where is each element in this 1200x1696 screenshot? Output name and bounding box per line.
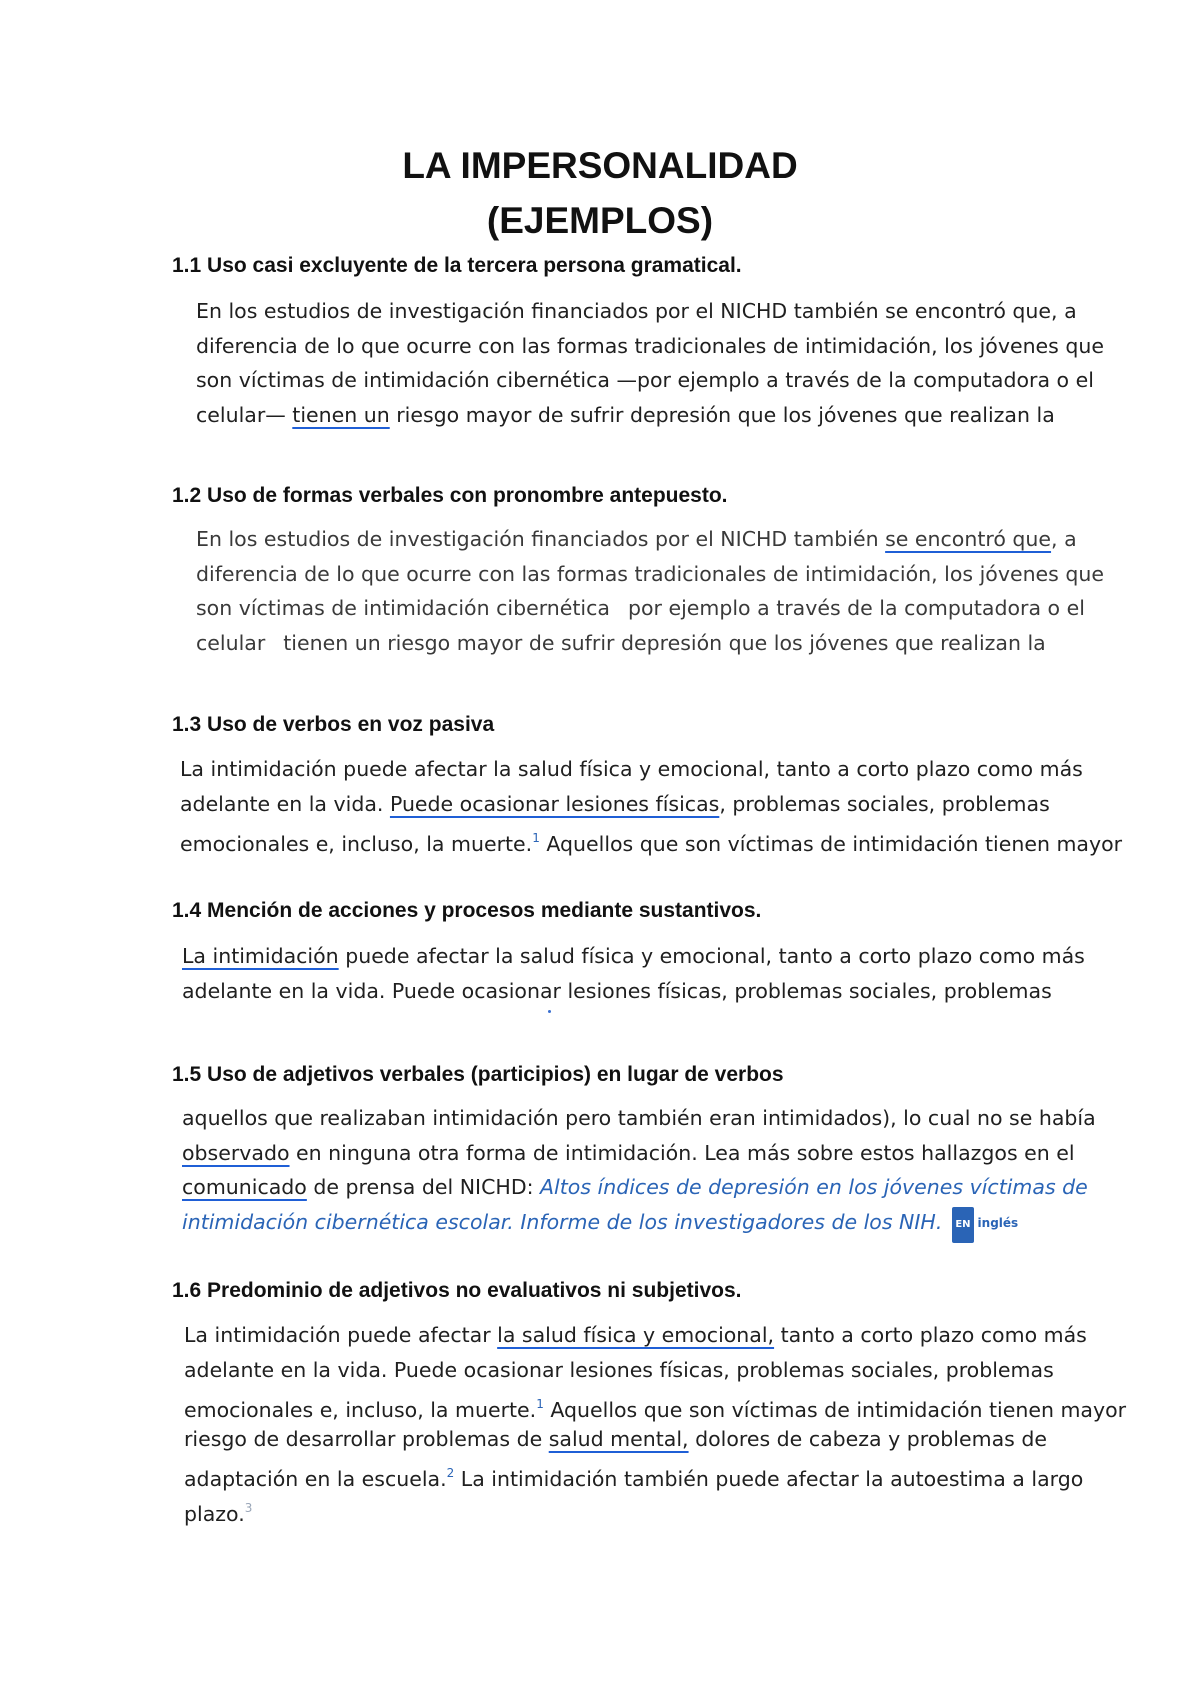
section-heading-1-2: 1.2 Uso de formas verbales con pronombre antepuesto. (172, 484, 728, 507)
section-heading-1-1: 1.1 Uso casi excluyente de la tercera persona gramatical. (172, 254, 742, 277)
footnote-ref[interactable]: 2 (446, 1466, 455, 1480)
example-line: La intimidación puede afectar la salud física y emocional, tanto a corto plazo como más (184, 1323, 1087, 1347)
example-line: La intimidación puede afectar la salud física y emocional, tanto a corto plazo como más (182, 944, 1085, 968)
example-line: son víctimas de intimidación cibernética por ejemplo a través de la computadora o el (196, 596, 1085, 620)
example-line: adelante en la vida. Puede ocasionar lesiones físicas, problemas sociales, problemas (184, 1357, 1054, 1382)
example-block-1-4 (182, 939, 1085, 1008)
section-heading-1-6: 1.6 Predominio de adjetivos no evaluativos ni subjetivos. (172, 1279, 742, 1302)
example-line: celular— tienen un riesgo mayor de sufrir depresión que los jóvenes que realizan la (196, 402, 1055, 427)
example-line: adelante en la vida. Puede ocasionar lesiones físicas, problemas sociales, problemas (182, 978, 1052, 1003)
example-line (182, 1205, 1096, 1240)
example-line: adelante en la vida. Puede ocasionar lesiones físicas, problemas sociales, problemas (180, 791, 1050, 816)
example-line: La intimidación puede afectar la salud física y emocional, tanto a corto plazo como más (180, 757, 1083, 781)
language-badge-icon: EN (952, 1207, 973, 1244)
example-line: En los estudios de investigación financiados por el NICHD también se encontró que, a (196, 299, 1077, 323)
example-line: plazo.$^3$ (184, 1500, 253, 1526)
example-line: comunicado de prensa del NICHD: Altos índices de depresión en los jóvenes víctimas de (182, 1175, 1088, 1199)
example-block-1-2 (196, 522, 1104, 660)
handwritten-underline: observado (182, 1140, 290, 1165)
ink-dot (548, 1010, 551, 1013)
example-line: celular tienen un riesgo mayor de sufrir depresión que los jóvenes que realizan la (196, 630, 1046, 655)
language-badge-label: inglés (977, 1215, 1019, 1230)
handwritten-underline: comunicado (182, 1175, 307, 1199)
footnote-ref[interactable]: 3 (244, 1500, 253, 1515)
example-line: aquellos que realizaban intimidación pero también eran intimidados), lo cual no se había (182, 1106, 1096, 1130)
example-line: son víctimas de intimidación cibernética —por ejemplo a través de la computadora o el (196, 368, 1094, 392)
example-block-1-3 (180, 752, 1122, 856)
press-release-link-cont[interactable]: intimidación cibernética escolar. Informe de los investigadores de los NIH. (182, 1209, 943, 1234)
handwritten-underline: tienen un (292, 402, 390, 427)
example-line: adaptación en la escuela.$^2$ La intimidación también puede afectar la autoestima a largo (184, 1466, 1084, 1491)
handwritten-underline: La intimidación (182, 944, 339, 968)
document-title: LA IMPERSONALIDAD (402, 145, 798, 186)
section-heading-1-5: 1.5 Uso de adjetivos verbales (participios) en lugar de verbos (172, 1063, 784, 1086)
example-line: diferencia de lo que ocurre con las formas tradicionales de intimidación, los jóvenes que (196, 561, 1104, 586)
example-line: emocionales e, incluso, la muerte.$^1$ Aquellos que son víctimas de intimidación tienen mayor (184, 1397, 1127, 1422)
footnote-ref[interactable]: 1 (532, 831, 540, 845)
example-line: En los estudios de investigación financiados por el NICHD también se encontró que, a (196, 527, 1077, 551)
handwritten-underline: Puede ocasionar lesiones físicas (389, 791, 720, 816)
example-block-1-6 (184, 1318, 1126, 1525)
example-line: diferencia de lo que ocurre con las formas tradicionales de intimidación, los jóvenes que (196, 333, 1104, 358)
example-line: observado en ninguna otra forma de intimidación. Lea más sobre estos hallazgos en el (182, 1140, 1075, 1165)
example-block-1-1 (196, 294, 1104, 432)
handwritten-underline: la salud física y emocional, (497, 1323, 775, 1347)
handwritten-underline: se encontró que (885, 527, 1052, 551)
example-line: riesgo de desarrollar problemas de salud mental, dolores de cabeza y problemas de (184, 1426, 1047, 1451)
example-line: emocionales e, incluso, la muerte.$^1$ Aquellos que son víctimas de intimidación tienen mayor (180, 831, 1123, 856)
example-block-1-5 (182, 1101, 1096, 1239)
document-subtitle: (EJEMPLOS) (486, 200, 714, 241)
footnote-ref[interactable]: 1 (536, 1397, 544, 1411)
handwritten-underline: salud mental, (548, 1426, 689, 1451)
section-heading-1-3: 1.3 Uso de verbos en voz pasiva (172, 713, 495, 736)
section-heading-1-4: 1.4 Mención de acciones y procesos mediante sustantivos. (172, 899, 762, 922)
press-release-link[interactable]: Altos índices de depresión en los jóvenes víctimas de (540, 1175, 1088, 1199)
